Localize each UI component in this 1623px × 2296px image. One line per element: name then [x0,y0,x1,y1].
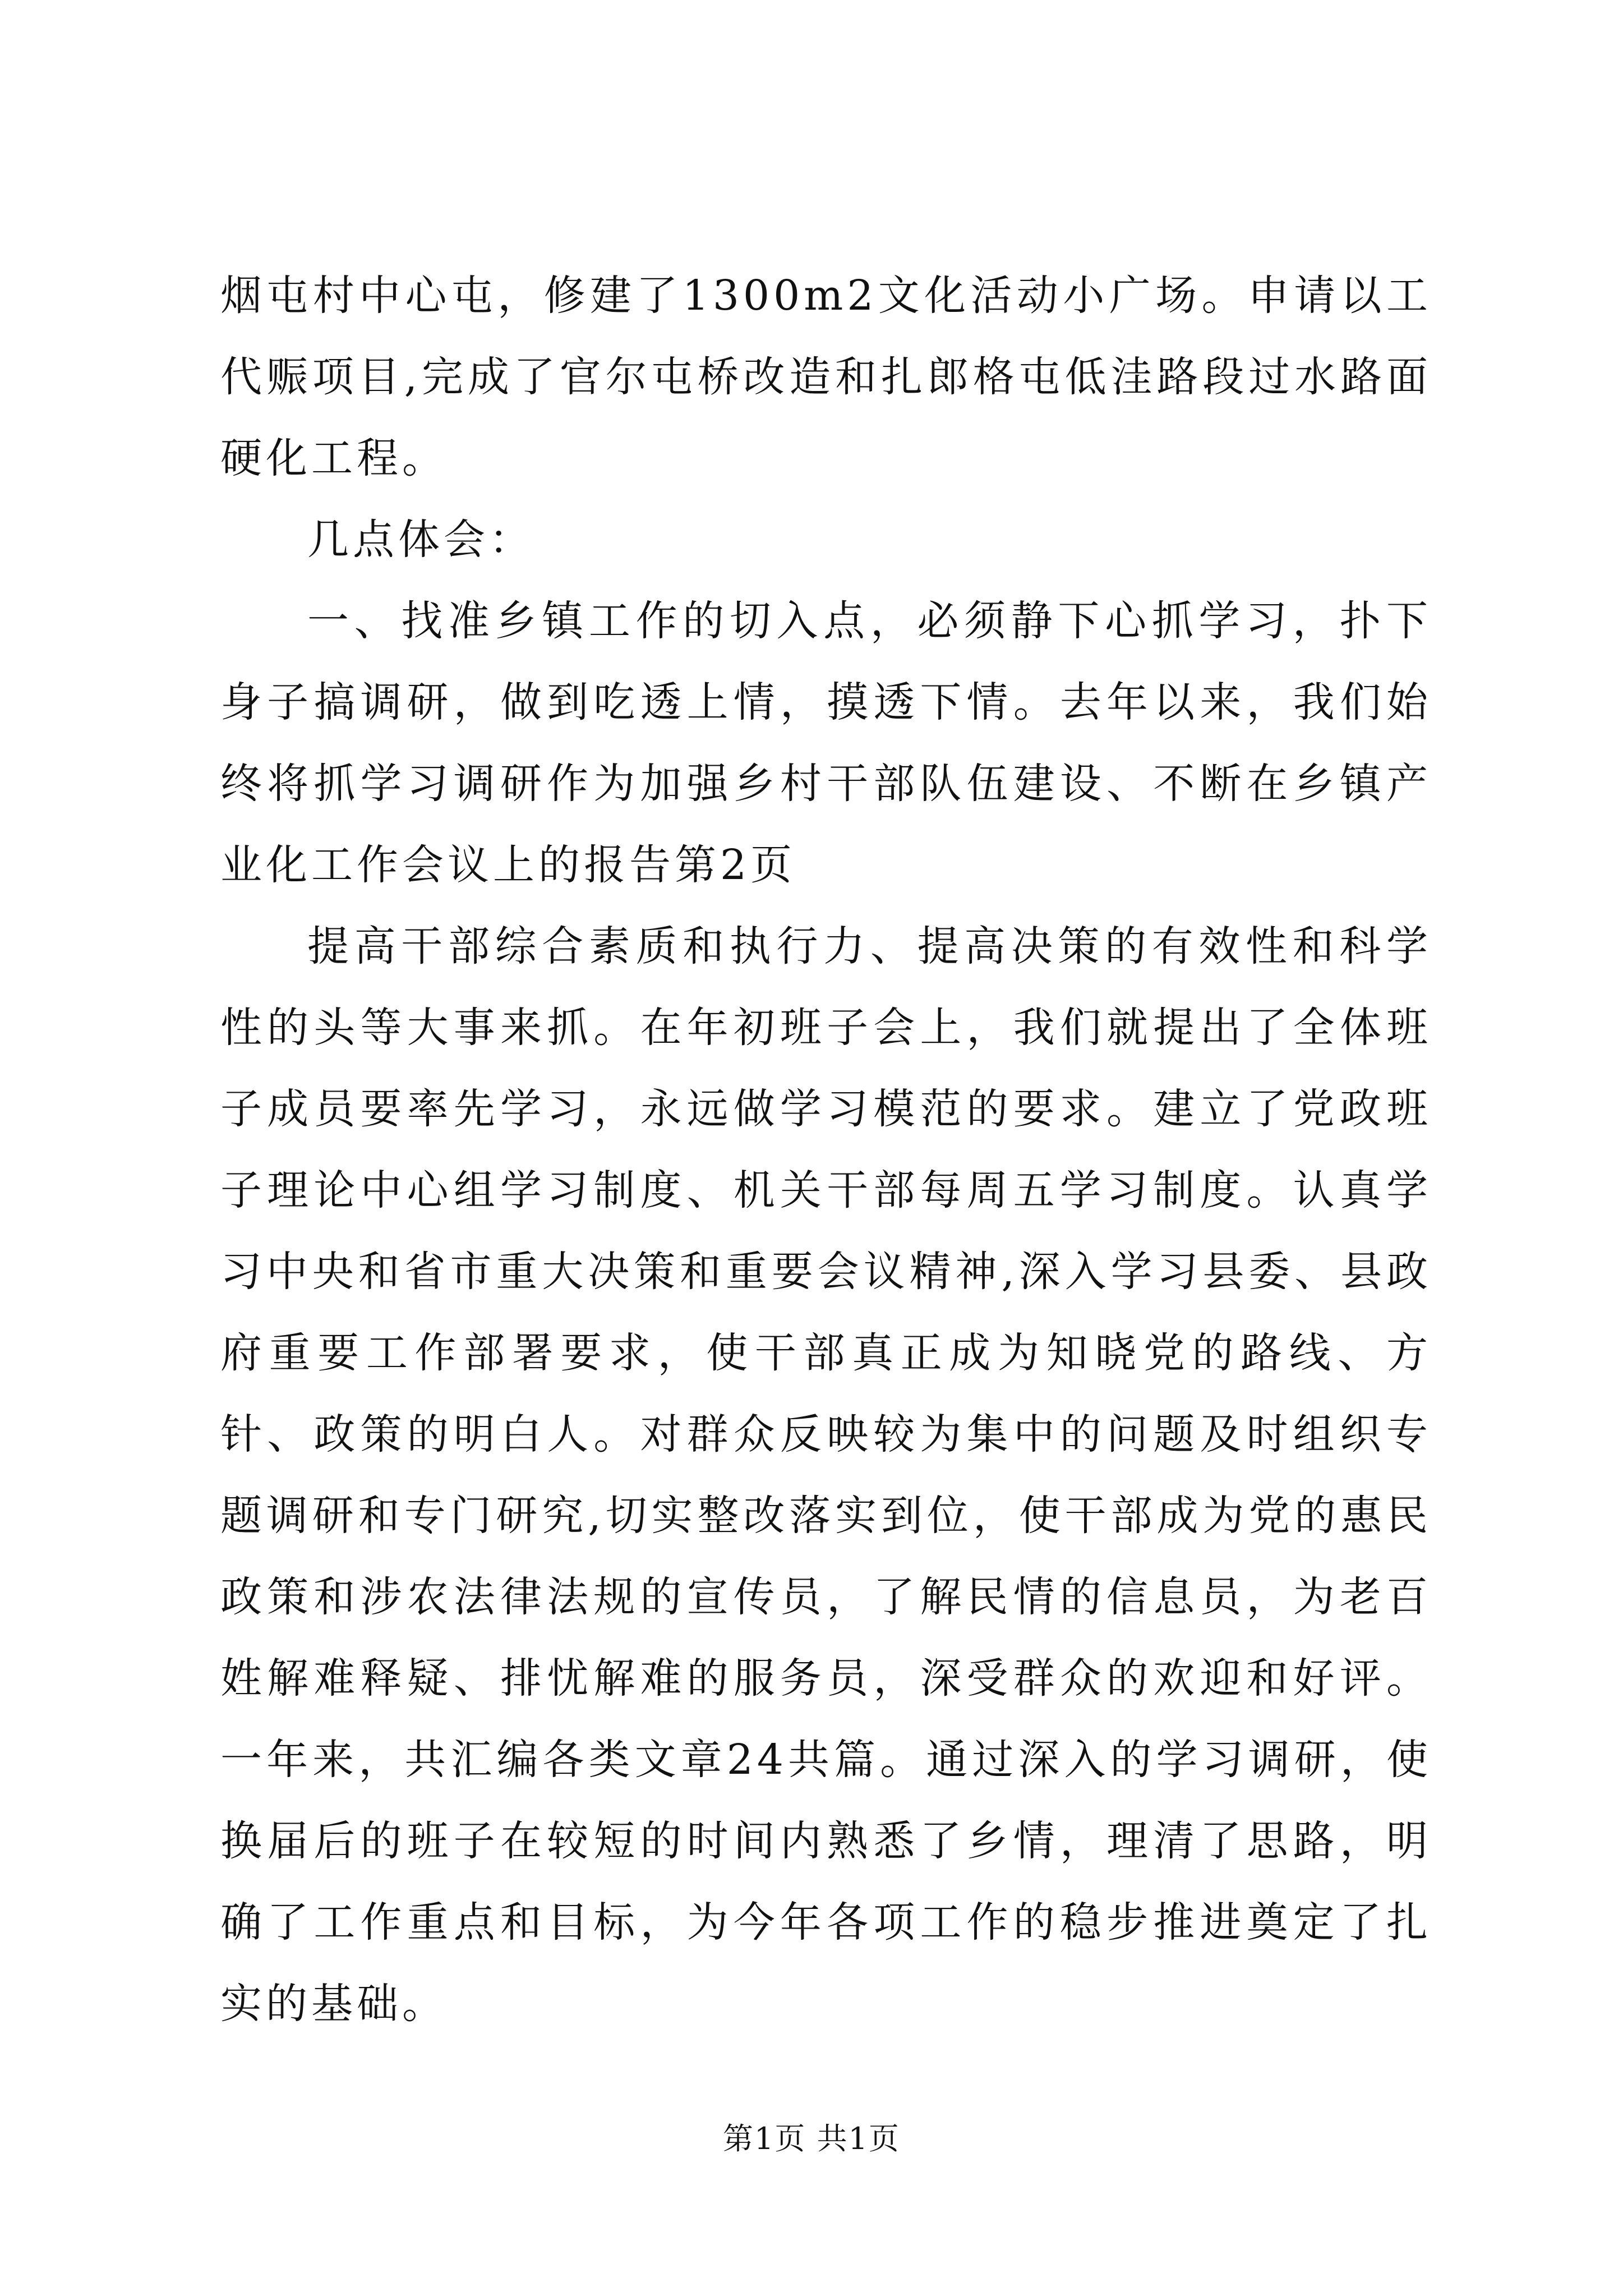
page-footer: 第1页 共1页 [723,2121,900,2156]
paragraph-point-one: 一、找准乡镇工作的切入点，必须静下心抓学习，扑下身子搞调研，做到吃透上情，摸透下情。去年以来，我们始终将抓学习调研作为加强乡村干部队伍建设、不断在乡镇产业化工作会议上的报告第2页 [220,597,1432,889]
paragraph-project-completion: 烟屯村中心屯，修建了1300m2文化活动小广场。申请以工代赈项目,完成了官尔屯桥改造和扎郎格屯低洼路段过水路面硬化工程。 [220,272,1432,482]
document-body [220,255,1432,2045]
paragraph-experience-heading: 几点体会： [307,516,534,564]
paragraph-cadre-study: 提高干部综合素质和执行力、提高决策的有效性和科学性的头等大事来抓。在年初班子会上，我们就提出了全体班子成员要率先学习，永远做学习模范的要求。建立了党政班子理论中心组学习制度、机关干部每周五学习制度。认真学习中央和省市重大决策和重要会议精神,深入学习县委、县政府重要工作部署要求，使干部真正成为知晓党的路线、方针、政策的明白人。对群众反映较为集中的问题及时组织专题调研和专门研究,切实整改落实到位，使干部成为党的惠民政策和涉农法律法规的宣传员，了解民情的信息员，为老百姓解难释疑、排忧解难的服务员，深受群众的欢迎和好评。一年来，共汇编各类文章24共篇。通过深入的学习调研，使换届后的班子在较短的时间内熟悉了乡情，理清了思路，明确了工作重点和目标，为今年各项工作的稳步推进奠定了扎实的基础。 [220,922,1432,2028]
